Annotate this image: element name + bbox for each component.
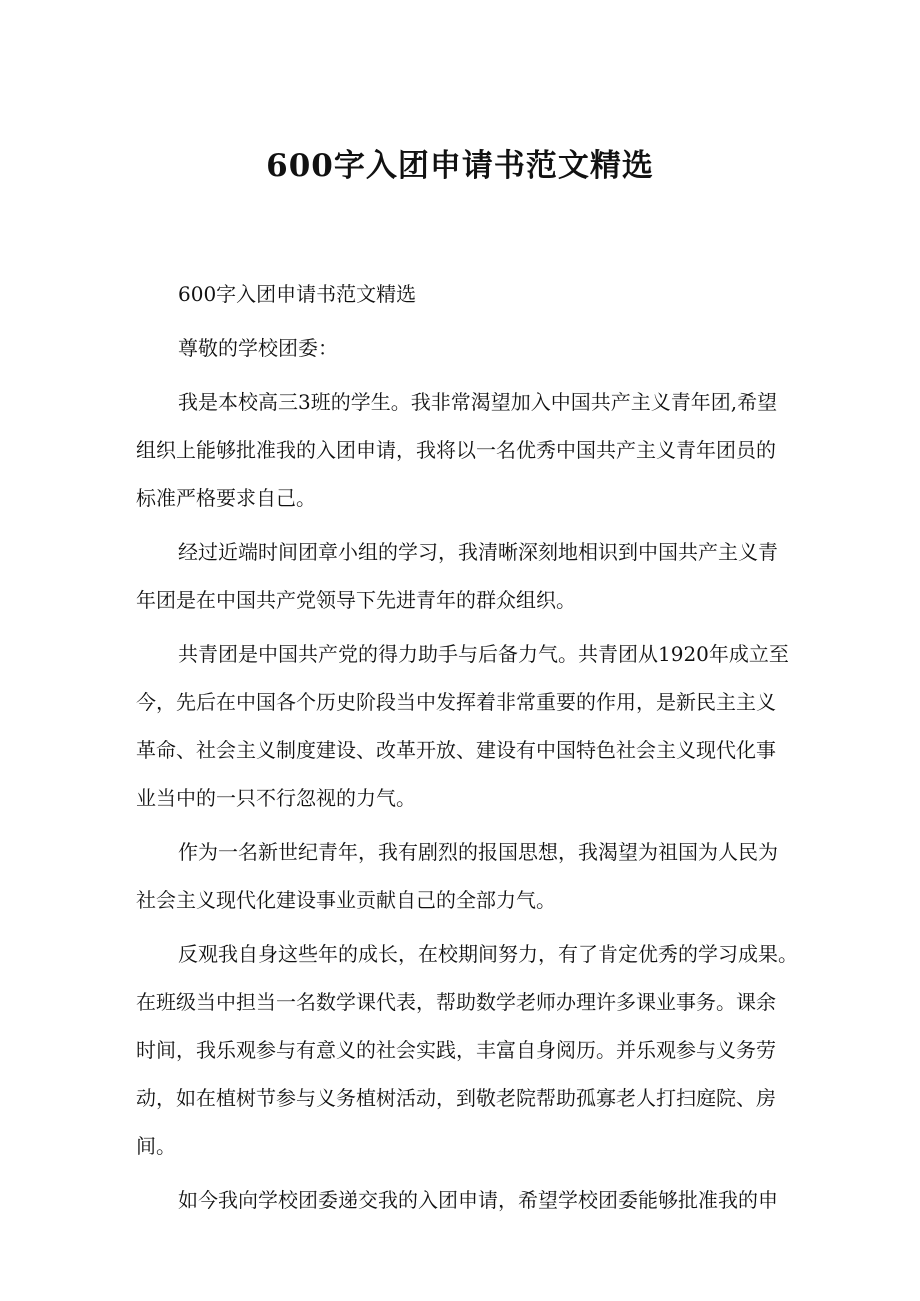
paragraph-line: 社会主义现代化建设事业贡献自己的全部力气。 xyxy=(136,888,556,912)
paragraph-line: 年团是在中国共产党领导下先进青年的群众组织。 xyxy=(136,588,576,612)
paragraph-line: 标准严格要求自己。 xyxy=(136,486,316,510)
paragraph-2 xyxy=(136,528,796,624)
document-title: 600字入团申请书范文精选 xyxy=(266,148,654,184)
paragraph-line: 如今我向学校团委递交我的入团申请，希望学校团委能够批准我的申 xyxy=(178,1188,778,1212)
paragraph-line: 我是本校高三3班的学生。我非常渴望加入中国共产主义青年团,希望 xyxy=(178,390,778,414)
paragraph-line: 经过近端时间团章小组的学习，我清晰深刻地相识到中国共产主义青 xyxy=(178,540,778,564)
paragraph-line: 动，如在植树节参与义务植树活动，到敬老院帮助孤寡老人打扫庭院、房 xyxy=(136,1086,776,1110)
paragraph-4 xyxy=(136,828,796,924)
paragraph-line: 作为一名新世纪青年，我有剧烈的报国思想，我渴望为祖国为人民为 xyxy=(178,840,778,864)
paragraph-line: 在班级当中担当一名数学课代表，帮助数学老师办理许多课业事务。课余 xyxy=(136,990,776,1014)
paragraph-line: 组织上能够批准我的入团申请，我将以一名优秀中国共产主义青年团员的 xyxy=(136,438,776,462)
paragraph-line: 今，先后在中国各个历史阶段当中发挥着非常重要的作用，是新民主主义 xyxy=(136,690,776,714)
paragraph-1 xyxy=(136,378,796,522)
document-subtitle: 600字入团申请书范文精选 xyxy=(178,282,417,306)
paragraph-3 xyxy=(136,630,796,822)
paragraph-line: 革命、社会主义制度建设、改革开放、建设有中国特色社会主义现代化事 xyxy=(136,738,776,762)
document-body xyxy=(136,270,796,1230)
paragraph-6 xyxy=(136,1176,796,1224)
paragraph-line: 共青团是中国共产党的得力助手与后备力气。共青团从1920年成立至 xyxy=(178,642,789,666)
salutation: 尊敬的学校团委： xyxy=(178,336,338,360)
paragraph-line: 时间，我乐观参与有意义的社会实践，丰富自身阅历。并乐观参与义务劳 xyxy=(136,1038,776,1062)
paragraph-line: 反观我自身这些年的成长，在校期间努力，有了肯定优秀的学习成果。 xyxy=(178,942,798,966)
paragraph-line: 业当中的一只不行忽视的力气。 xyxy=(136,786,416,810)
paragraph-5 xyxy=(136,930,796,1170)
paragraph-line: 间。 xyxy=(136,1134,176,1158)
